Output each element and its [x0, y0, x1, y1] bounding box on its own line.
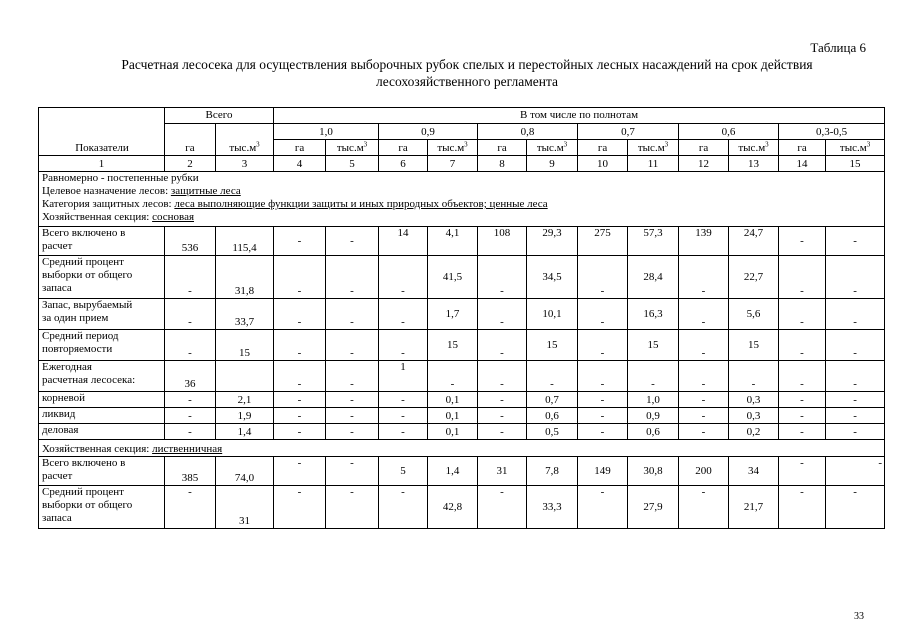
cell: 275: [578, 227, 628, 256]
cell: 15: [216, 330, 274, 361]
cell: 385: [165, 457, 216, 486]
cell: 41,5: [428, 256, 478, 299]
cell: -: [478, 392, 527, 408]
cell: -: [274, 227, 326, 256]
cell: -: [779, 299, 826, 330]
cell: -: [729, 361, 779, 392]
table-row: [39, 256, 885, 299]
cell: 0,3: [729, 408, 779, 424]
cell: -: [379, 256, 428, 299]
header-density-4: 0,7: [578, 124, 679, 140]
table-row: [39, 299, 885, 330]
row-label: Средний процент выборки от общего запаса: [39, 486, 165, 529]
cell: -: [826, 330, 885, 361]
unit-thous: $тыс.м^3$: [428, 140, 478, 156]
table-row: [39, 457, 885, 486]
cell: -: [478, 408, 527, 424]
cell: -: [326, 227, 379, 256]
cell: -: [326, 457, 379, 486]
cell: -: [527, 361, 578, 392]
cell: -: [165, 408, 216, 424]
cell: 15: [428, 330, 478, 361]
cell: 14: [379, 227, 428, 256]
col-number: 15: [826, 156, 885, 172]
header-total: Всего: [165, 108, 274, 124]
cell: 0,7: [527, 392, 578, 408]
section-category: Категория защитных лесов: леса выполняющие функции защиты и иных природных объектов; ценные леса: [42, 198, 548, 210]
cell: 27,9: [628, 486, 679, 529]
cell: [216, 361, 274, 392]
cell: -: [779, 424, 826, 440]
unit-ha: га: [578, 140, 628, 156]
cell: -: [379, 424, 428, 440]
cell: -: [379, 299, 428, 330]
cell: -: [165, 424, 216, 440]
cell: 34,5: [527, 256, 578, 299]
cell: 31: [216, 486, 274, 529]
cell: -: [326, 392, 379, 408]
cell: 0,2: [729, 424, 779, 440]
cell: -: [274, 299, 326, 330]
cell: -: [478, 486, 527, 529]
cell: 36: [165, 361, 216, 392]
table-row: [39, 408, 885, 424]
header-density-5: 0,6: [679, 124, 779, 140]
cell: 115,4: [216, 227, 274, 256]
cell: 0,5: [527, 424, 578, 440]
cell: -: [826, 408, 885, 424]
col-number: 2: [165, 156, 216, 172]
row-label: Ежегодная расчетная лесосека:: [39, 361, 165, 392]
cell: 1,0: [628, 392, 679, 408]
cell: 0,3: [729, 392, 779, 408]
cell: -: [679, 408, 729, 424]
table-row: [39, 392, 885, 408]
col-number: 13: [729, 156, 779, 172]
cell: 16,3: [628, 299, 679, 330]
col-number: 14: [779, 156, 826, 172]
cell: -: [826, 424, 885, 440]
cell: -: [326, 361, 379, 392]
table-row: [39, 361, 885, 392]
section-purpose: Целевое назначение лесов: защитные леса: [42, 185, 241, 197]
col-number: 11: [628, 156, 679, 172]
cell: -: [379, 330, 428, 361]
cell: 149: [578, 457, 628, 486]
col-number: 12: [679, 156, 729, 172]
col-number: 5: [326, 156, 379, 172]
cell: -: [826, 486, 885, 529]
unit-thous: $тыс.м^3$: [527, 140, 578, 156]
cell: -: [779, 330, 826, 361]
cell: -: [679, 299, 729, 330]
cell: -: [779, 486, 826, 529]
unit-thous: $тыс.м^3$: [628, 140, 679, 156]
cell: 108: [478, 227, 527, 256]
cell: -: [578, 424, 628, 440]
cell: 15: [527, 330, 578, 361]
header-indicators: Показатели: [39, 108, 165, 156]
title-line-2: лесохозяйственного регламента: [375, 74, 559, 89]
unit-thous: $тыс.м^3$: [326, 140, 379, 156]
cell: 4,1: [428, 227, 478, 256]
cell: -: [779, 408, 826, 424]
cell: -: [779, 227, 826, 256]
col-number: 1: [39, 156, 165, 172]
cell: 0,1: [428, 392, 478, 408]
cell: -: [165, 299, 216, 330]
cell: -: [274, 256, 326, 299]
cell: 5,6: [729, 299, 779, 330]
cell: 0,6: [527, 408, 578, 424]
cell: -: [379, 392, 428, 408]
cell: -: [679, 330, 729, 361]
cell: -: [274, 486, 326, 529]
cell: 57,3: [628, 227, 679, 256]
cell: -: [379, 408, 428, 424]
cell: -: [274, 330, 326, 361]
unit-ha: га: [779, 140, 826, 156]
cell: 15: [729, 330, 779, 361]
title-line-1: Расчетная лесосека для осуществления выборочных рубок спелых и перестойных лесных насаждений на срок действия: [121, 57, 813, 72]
cell: -: [826, 392, 885, 408]
col-number: 9: [527, 156, 578, 172]
cell: 1,7: [428, 299, 478, 330]
cell: 2,1: [216, 392, 274, 408]
row-label: корневой: [39, 392, 165, 408]
cell: 30,8: [628, 457, 679, 486]
cell: 1,4: [428, 457, 478, 486]
cell: -: [165, 486, 216, 529]
cell: -: [679, 256, 729, 299]
header-density-6: 0,3-0,5: [779, 124, 885, 140]
cell: 33,3: [527, 486, 578, 529]
cell: -: [379, 486, 428, 529]
row-label: деловая: [39, 424, 165, 440]
cell: 22,7: [729, 256, 779, 299]
cell: -: [779, 361, 826, 392]
cell: 0,1: [428, 408, 478, 424]
section-header-pine: [39, 172, 885, 227]
cell: -: [578, 408, 628, 424]
unit-ha: га: [274, 140, 326, 156]
col-number: 8: [478, 156, 527, 172]
cell: -: [326, 256, 379, 299]
cell: 24,7: [729, 227, 779, 256]
cell: -: [578, 392, 628, 408]
cell: 1,4: [216, 424, 274, 440]
table-row: [39, 330, 885, 361]
cell: -: [326, 408, 379, 424]
cell: -: [826, 256, 885, 299]
header-density-2: 0,9: [379, 124, 478, 140]
unit-thous: $тыс.м^3$: [729, 140, 779, 156]
col-number: 3: [216, 156, 274, 172]
header-density-1: 1,0: [274, 124, 379, 140]
cell: 536: [165, 227, 216, 256]
page-title: [60, 56, 874, 90]
allowable-cut-table: [38, 107, 885, 529]
row-label: Средний период повторяемости: [39, 330, 165, 361]
cell: -: [679, 392, 729, 408]
cell: -: [274, 408, 326, 424]
section-economic: Хозяйственная секция: сосновая: [42, 211, 195, 223]
cell: 10,1: [527, 299, 578, 330]
cell: 0,9: [628, 408, 679, 424]
cell: 29,3: [527, 227, 578, 256]
unit-ha: га: [379, 140, 428, 156]
cell: -: [326, 299, 379, 330]
table-row: [39, 486, 885, 529]
cell: -: [578, 256, 628, 299]
cell: 0,6: [628, 424, 679, 440]
cell: -: [826, 457, 885, 486]
cell: -: [165, 256, 216, 299]
column-numbers-row: [39, 156, 885, 172]
cell: -: [578, 486, 628, 529]
cell: -: [274, 424, 326, 440]
cell: 1,9: [216, 408, 274, 424]
cell: -: [478, 256, 527, 299]
cell: 15: [628, 330, 679, 361]
header-total-ha: га: [165, 124, 216, 156]
table-number: Таблица 6: [810, 40, 866, 55]
cell: -: [274, 361, 326, 392]
cell: -: [326, 330, 379, 361]
cell: 1: [379, 361, 428, 392]
cell: 31: [478, 457, 527, 486]
page-number: 33: [854, 611, 864, 622]
header-by-density: В том числе по полнотам: [274, 108, 885, 124]
cell: -: [826, 299, 885, 330]
cell: -: [779, 392, 826, 408]
cell: -: [165, 330, 216, 361]
cell: 42,8: [428, 486, 478, 529]
header-total-thous: $тыс.м^3$: [216, 124, 274, 156]
cell: 31,8: [216, 256, 274, 299]
cell: -: [779, 457, 826, 486]
cell: -: [578, 361, 628, 392]
cell: -: [165, 392, 216, 408]
col-number: 6: [379, 156, 428, 172]
section-cutting-type: Равномерно - постепенные рубки: [42, 172, 199, 184]
unit-thous: $тыс.м^3$: [826, 140, 885, 156]
cell: 33,7: [216, 299, 274, 330]
cell: -: [428, 361, 478, 392]
cell: -: [779, 256, 826, 299]
section-header-larch: Хозяйственная секция: лиственничная: [39, 440, 885, 457]
cell: 7,8: [527, 457, 578, 486]
cell: -: [628, 361, 679, 392]
cell: 139: [679, 227, 729, 256]
cell: -: [274, 457, 326, 486]
row-label: Всего включено в расчет: [39, 457, 165, 486]
row-label: Средний процент выборки от общего запаса: [39, 256, 165, 299]
cell: -: [578, 299, 628, 330]
cell: 28,4: [628, 256, 679, 299]
cell: -: [679, 424, 729, 440]
cell: -: [478, 330, 527, 361]
table-row: [39, 424, 885, 440]
cell: -: [478, 299, 527, 330]
cell: -: [679, 361, 729, 392]
cell: 34: [729, 457, 779, 486]
cell: -: [274, 392, 326, 408]
cell: 74,0: [216, 457, 274, 486]
row-label: Всего включено в расчет: [39, 227, 165, 256]
cell: 0,1: [428, 424, 478, 440]
cell: -: [478, 361, 527, 392]
row-label: Запас, вырубаемый за один прием: [39, 299, 165, 330]
table-row: [39, 227, 885, 256]
col-number: 4: [274, 156, 326, 172]
cell: -: [578, 330, 628, 361]
cell: -: [478, 424, 527, 440]
row-label: ликвид: [39, 408, 165, 424]
header-density-3: 0,8: [478, 124, 578, 140]
cell: 5: [379, 457, 428, 486]
col-number: 10: [578, 156, 628, 172]
cell: 21,7: [729, 486, 779, 529]
unit-ha: га: [679, 140, 729, 156]
cell: 200: [679, 457, 729, 486]
unit-ha: га: [478, 140, 527, 156]
cell: -: [826, 361, 885, 392]
cell: -: [826, 227, 885, 256]
cell: -: [679, 486, 729, 529]
cell: -: [326, 424, 379, 440]
cell: -: [326, 486, 379, 529]
col-number: 7: [428, 156, 478, 172]
